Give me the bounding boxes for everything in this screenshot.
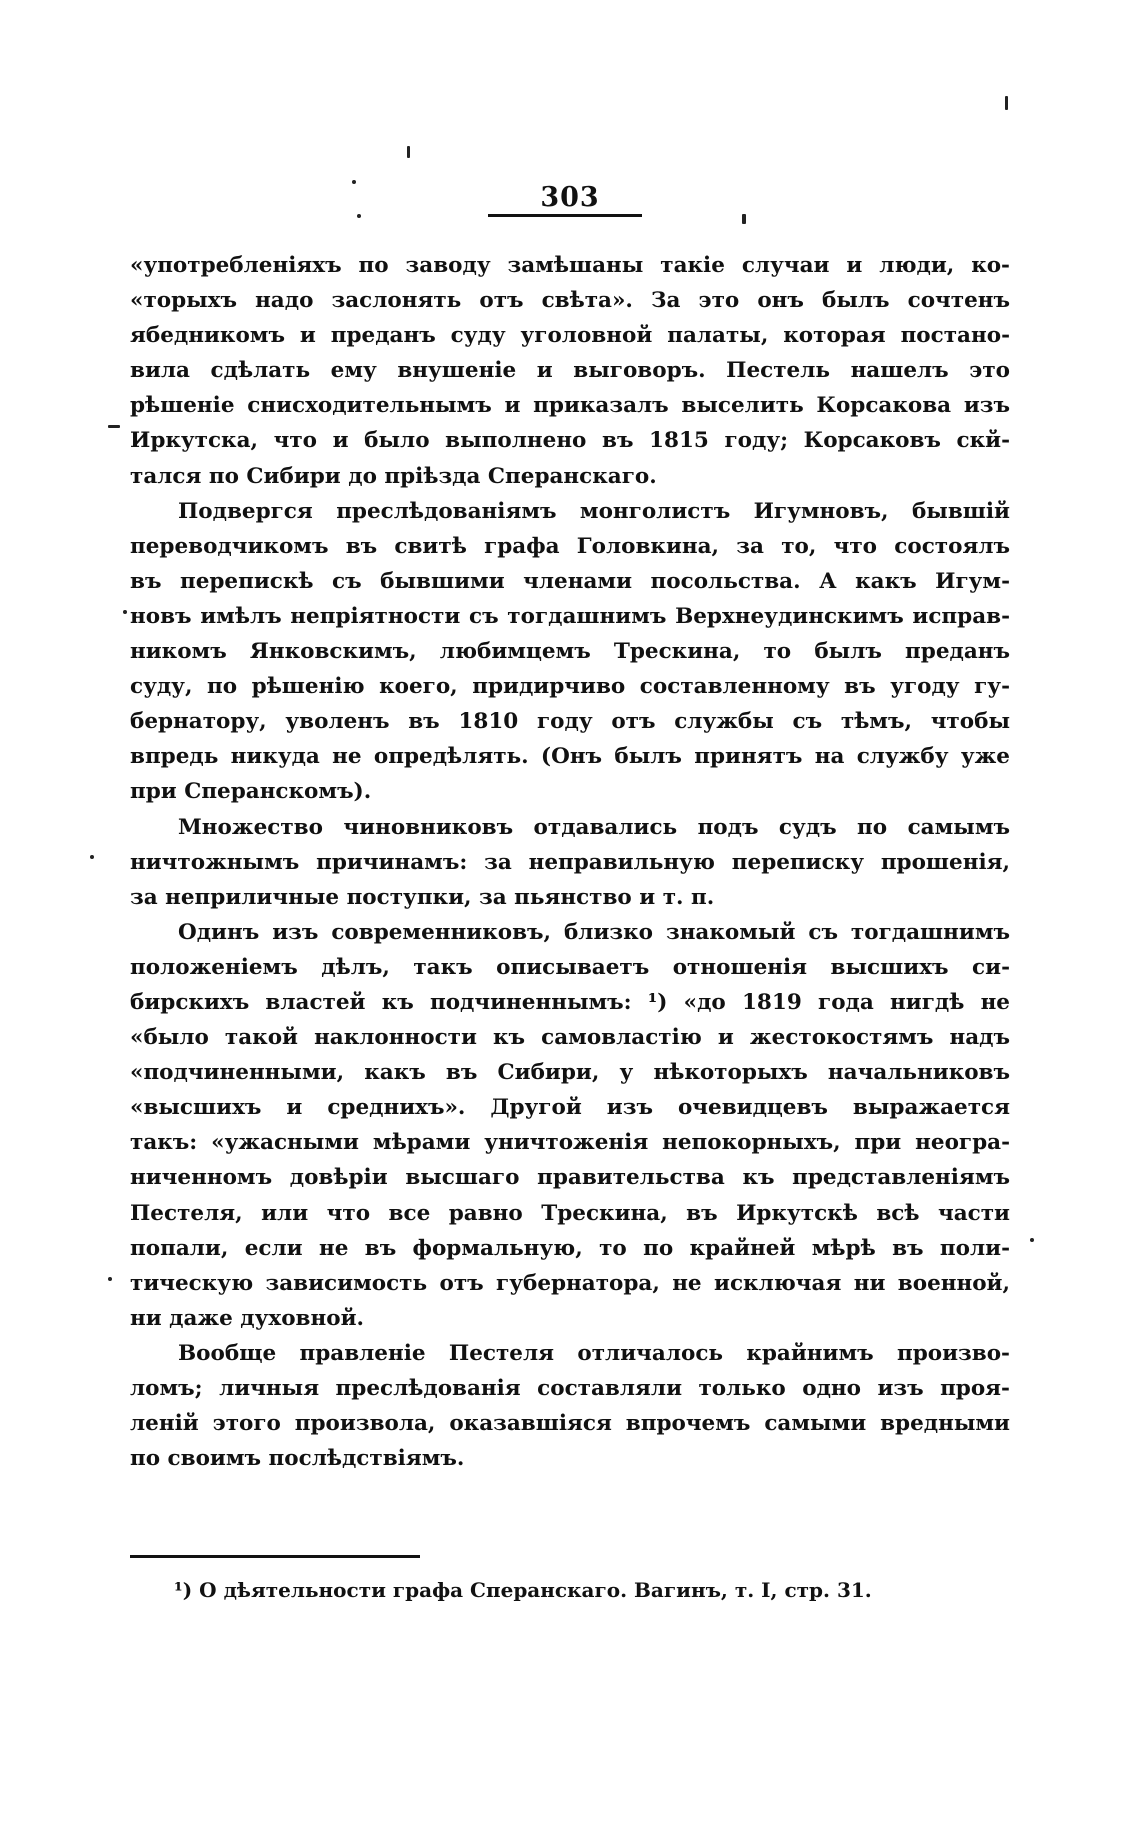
text-line: ломъ; личныя преслѣдованія составляли только одно изъ проя- [130, 1376, 1010, 1401]
text-line: въ перепискѣ съ бывшими членами посольства. А какъ Игум- [130, 568, 1010, 594]
text-line: никомъ Янковскимъ, любимцемъ Трескина, то былъ преданъ [130, 639, 1010, 665]
footnote-rule [130, 1555, 420, 1558]
text-line: «высшихъ и среднихъ». Другой изъ очевидцевъ выражается [130, 1095, 1010, 1121]
text-line: такъ: «ужасными мѣрами уничтоженія непокорныхъ, при неогра- [130, 1130, 1010, 1156]
scan-speck [123, 610, 127, 614]
scan-speck [90, 855, 94, 859]
text-line: леній этого произвола, оказавшіяся впрочемъ самыми вредными [130, 1411, 1010, 1437]
text-line: бирскихъ властей къ подчиненнымъ: ¹) «до 1819 года нигдѣ не [130, 989, 1010, 1015]
text-line: Пестеля, или что все равно Трескина, въ Иркутскѣ всѣ части [130, 1200, 1010, 1226]
scan-speck [108, 1277, 112, 1281]
scan-speck [407, 146, 410, 158]
text-line: по своимъ послѣдствіямъ. [130, 1446, 465, 1472]
text-line: «было такой наклонности къ самовластію и жестокостямъ надъ [130, 1025, 1010, 1051]
text-line: ниченномъ довѣріи высшаго правительства къ представленіямъ [130, 1165, 1010, 1191]
text-line: при Сперанскомъ). [130, 779, 372, 805]
scan-speck [352, 180, 356, 184]
text-line: Вообще правленіе Пестеля отличалось крайнимъ произво- [178, 1340, 1010, 1366]
text-line: тическую зависимость отъ губернатора, не исключая ни военной, [130, 1270, 1010, 1296]
footnote: ¹) О дѣятельности графа Сперанскаго. Вагинъ, т. I, стр. 31. [174, 1578, 872, 1602]
text-line: Иркутска, что и было выполнено въ 1815 году; Корсаковъ скй- [130, 428, 1010, 454]
page-number: 303 [540, 182, 600, 213]
page-number-rule [488, 214, 642, 217]
text-line: попали, если не въ формальную, то по крайней мѣрѣ въ поли- [130, 1235, 1010, 1261]
scan-speck [742, 214, 746, 224]
scan-speck [1005, 96, 1008, 110]
text-line: Подвергся преслѣдованіямъ монголистъ Игумновъ, бывшій [178, 498, 1010, 524]
text-line: ни даже духовной. [130, 1305, 365, 1331]
text-line: ничтожнымъ причинамъ: за неправильную переписку прошенія, [130, 849, 1010, 875]
text-line: ябедникомъ и преданъ суду уголовной палаты, которая постано- [130, 323, 1010, 349]
body-text [130, 248, 1010, 1476]
text-line: рѣшеніе снисходительнымъ и приказалъ выселить Корсакова изъ [130, 393, 1010, 419]
text-line: новъ имѣлъ непріятности съ тогдашнимъ Верхнеудинскимъ исправ- [130, 603, 1010, 629]
text-line: бернатору, уволенъ въ 1810 году отъ службы съ тѣмъ, чтобы [130, 709, 1010, 735]
text-line: Множество чиновниковъ отдавались подъ судъ по самымъ [178, 814, 1010, 840]
text-line: «торыхъ надо заслонять отъ свѣта». За это онъ былъ сочтенъ [130, 288, 1010, 314]
scan-speck [1030, 1238, 1034, 1242]
text-line: впредь никуда не опредѣлять. (Онъ былъ принятъ на службу уже [130, 744, 1010, 770]
text-line: «употребленіяхъ по заводу замѣшаны такіе случаи и люди, ко- [130, 253, 1010, 278]
text-line: тался по Сибири до пріѣзда Сперанскаго. [130, 463, 657, 489]
scan-speck [108, 425, 120, 428]
text-line: переводчикомъ въ свитѣ графа Головкина, за то, что состоялъ [130, 533, 1010, 559]
scan-speck [357, 214, 361, 218]
text-line: вила сдѣлать ему внушеніе и выговоръ. Пестель нашелъ это [130, 358, 1010, 384]
text-line: суду, по рѣшенію коего, придирчиво составленному въ угоду гу- [130, 674, 1010, 700]
text-line: положеніемъ дѣлъ, такъ описываетъ отношенія высшихъ си- [130, 954, 1010, 980]
text-line: за неприличные поступки, за пьянство и т. п. [130, 884, 715, 910]
text-line: Одинъ изъ современниковъ, близко знакомый съ тогдашнимъ [178, 919, 1010, 945]
text-line: «подчиненными, какъ въ Сибири, у нѣкоторыхъ начальниковъ [130, 1060, 1010, 1086]
